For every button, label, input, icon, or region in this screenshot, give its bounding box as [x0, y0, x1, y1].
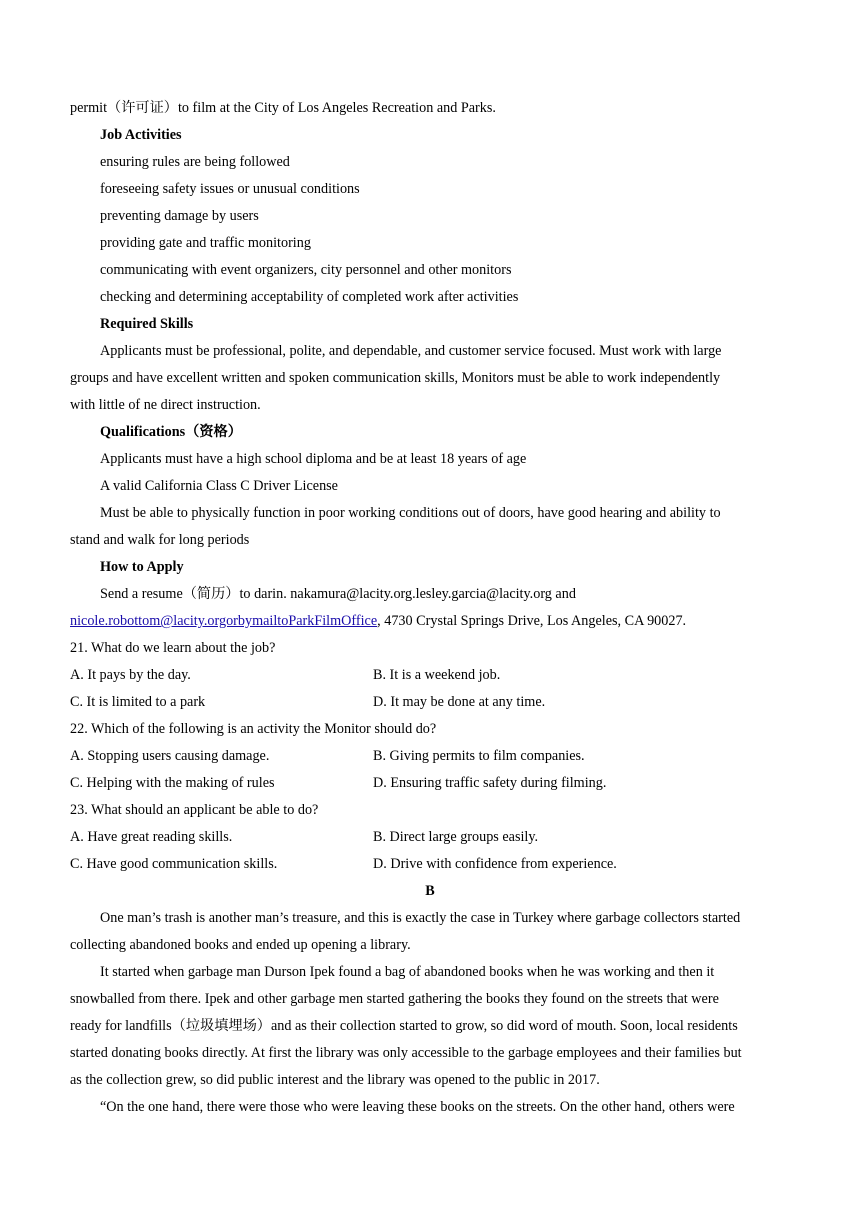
paragraph-line: Send a resume（简历）to darin. nakamura@lacity.org.lesley.garcia@lacity.org and — [100, 586, 576, 602]
paragraph-line: with little of ne direct instruction. — [70, 397, 261, 413]
question-stem: 22. Which of the following is an activity the Monitor should do? — [70, 721, 437, 737]
address-line — [70, 612, 686, 630]
paragraph-line: Applicants must be professional, polite, and dependable, and customer service focused. Must work with large — [100, 343, 722, 359]
email-link[interactable]: nicole.robottom@lacity.orgorbymailtoParkFilmOffice — [70, 613, 378, 629]
address-text: , 4730 Crystal Springs Drive, Los Angeles, CA 90027. — [377, 613, 687, 629]
job-activities-heading: Job Activities — [100, 127, 182, 143]
job-activity-item: foreseeing safety issues or unusual conditions — [100, 181, 360, 197]
how-to-apply-heading: How to Apply — [100, 559, 184, 575]
question-option: D. Drive with confidence from experience. — [373, 856, 617, 872]
question-option: B. It is a weekend job. — [373, 667, 501, 683]
job-activity-item: communicating with event organizers, city personnel and other monitors — [100, 262, 512, 278]
question-option: C. It is limited to a park — [70, 694, 206, 710]
question-stem: 23. What should an applicant be able to do? — [70, 802, 319, 818]
paragraph-line: One man’s trash is another man’s treasure, and this is exactly the case in Turkey where garbage collectors started — [100, 910, 741, 926]
job-activity-item: preventing damage by users — [100, 208, 259, 224]
question-option: A. It pays by the day. — [70, 667, 191, 683]
paragraph-line: started donating books directly. At first the library was only accessible to the garbage employees and their families but — [70, 1045, 742, 1061]
paragraph-line: snowballed from there. Ipek and other garbage men started gathering the books they found on the streets that were — [70, 991, 719, 1007]
question-option: A. Have great reading skills. — [70, 829, 233, 845]
paragraph-line: ready for landfills（垃圾填埋场）and as their collection started to grow, so did word of mouth. Soon, local residents — [70, 1018, 738, 1034]
required-skills-heading: Required Skills — [100, 316, 194, 332]
question-stem: 21. What do we learn about the job? — [70, 640, 276, 656]
question-option: A. Stopping users causing damage. — [70, 748, 270, 764]
job-activity-item: checking and determining acceptability of completed work after activities — [100, 289, 519, 305]
question-option: C. Helping with the making of rules — [70, 775, 275, 791]
question-option: D. Ensuring traffic safety during filming. — [373, 775, 607, 791]
question-option: B. Direct large groups easily. — [373, 829, 539, 845]
question-option: B. Giving permits to film companies. — [373, 748, 585, 764]
paragraph-line: collecting abandoned books and ended up opening a library. — [70, 937, 411, 953]
qualifications-heading: Qualifications（资格） — [100, 424, 242, 440]
intro-line: permit（许可证）to film at the City of Los Angeles Recreation and Parks. — [70, 100, 496, 116]
job-activity-item: ensuring rules are being followed — [100, 154, 290, 170]
paragraph-line: as the collection grew, so did public interest and the library was opened to the public in 2017. — [70, 1072, 600, 1088]
paragraph-line: Applicants must have a high school diploma and be at least 18 years of age — [100, 451, 527, 467]
paragraph-line: groups and have excellent written and spoken communication skills, Monitors must be able to work independently — [70, 370, 721, 386]
paragraph-line: A valid California Class C Driver License — [100, 478, 338, 494]
paragraph-line: stand and walk for long periods — [70, 532, 250, 548]
question-option: D. It may be done at any time. — [373, 694, 546, 710]
question-option: C. Have good communication skills. — [70, 856, 278, 872]
paragraph-line: “On the one hand, there were those who were leaving these books on the streets. On the other hand, others were — [100, 1099, 735, 1115]
paragraph-line: Must be able to physically function in poor working conditions out of doors, have good hearing and ability to — [100, 505, 721, 521]
job-activity-item: providing gate and traffic monitoring — [100, 235, 311, 251]
paragraph-line: It started when garbage man Durson Ipek found a bag of abandoned books when he was working and then it — [100, 964, 715, 980]
section-b-heading: B — [425, 883, 435, 899]
